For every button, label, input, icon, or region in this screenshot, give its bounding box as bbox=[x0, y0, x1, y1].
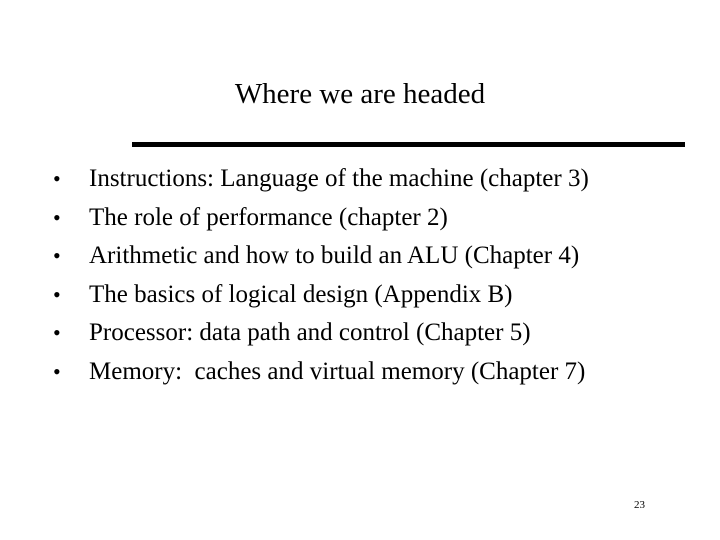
bullet-text: Processor: data path and control (Chapter 5) bbox=[89, 319, 531, 346]
bullet-text: The role of performance (chapter 2) bbox=[89, 203, 448, 231]
bullet-text: The basics of logical design (Appendix B) bbox=[89, 280, 513, 308]
bullet-list bbox=[53, 160, 589, 391]
list-item bbox=[53, 314, 531, 353]
title-divider bbox=[132, 142, 685, 147]
list-item bbox=[53, 199, 448, 238]
bullet-text: Arithmetic and how to build an ALU (Chapter 4) bbox=[89, 242, 580, 269]
bullet-icon: • bbox=[53, 166, 61, 191]
list-item bbox=[53, 353, 586, 392]
list-item bbox=[53, 276, 513, 315]
slide-title: Where we are headed bbox=[234, 78, 486, 110]
bullet-text: Instructions: Language of the machine (chapter 3) bbox=[89, 165, 589, 192]
page-number: 23 bbox=[634, 499, 645, 511]
bullet-icon: • bbox=[53, 358, 61, 384]
bullet-icon: • bbox=[53, 281, 61, 307]
list-item bbox=[53, 160, 589, 199]
bullet-text: Memory: caches and virtual memory (Chapter 7) bbox=[89, 357, 586, 385]
bullet-icon: • bbox=[53, 243, 61, 268]
bullet-icon: • bbox=[53, 204, 61, 230]
bullet-icon: • bbox=[53, 320, 61, 345]
list-item bbox=[53, 237, 580, 276]
